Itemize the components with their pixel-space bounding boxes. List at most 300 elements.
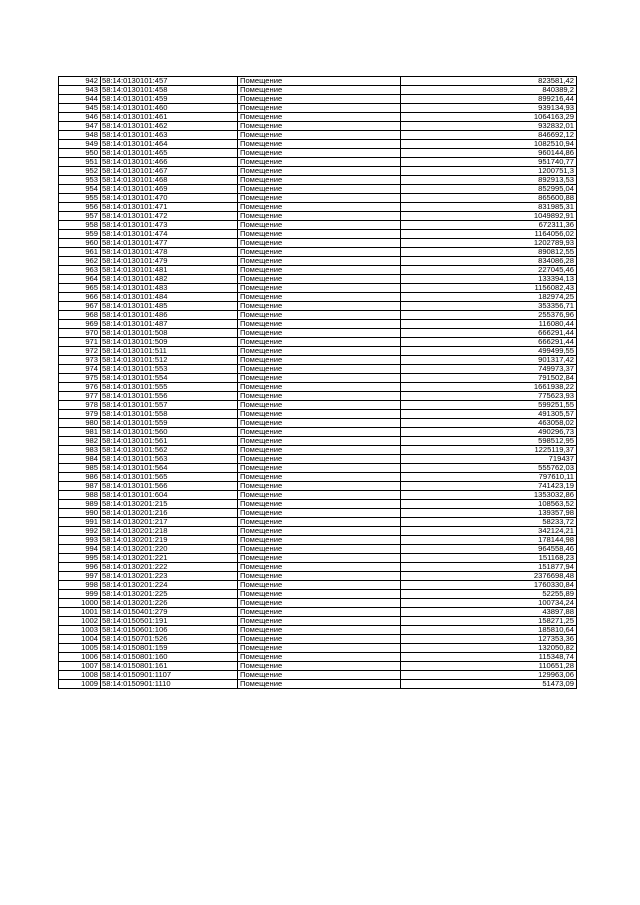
table-row [59,257,577,266]
cadastral-number: 58:14:0130101:458 [101,86,238,95]
table-row [59,644,577,653]
cadastral-number: 58:14:0130101:467 [101,167,238,176]
object-type: Помещение [238,212,401,221]
table-row [59,248,577,257]
table-row [59,176,577,185]
cadastral-number: 58:14:0150501:191 [101,617,238,626]
cadastral-number: 58:14:0130101:470 [101,194,238,203]
cadastral-number: 58:14:0130101:566 [101,482,238,491]
cadastral-number: 58:14:0130101:463 [101,131,238,140]
object-type: Помещение [238,257,401,266]
cadastral-value: 463058,02 [401,419,577,428]
row-number: 963 [59,266,101,275]
object-type: Помещение [238,320,401,329]
row-number: 948 [59,131,101,140]
object-type: Помещение [238,356,401,365]
row-number: 966 [59,293,101,302]
cadastral-value: 43897,88 [401,608,577,617]
row-number: 967 [59,302,101,311]
object-type: Помещение [238,392,401,401]
cadastral-value: 951740,77 [401,158,577,167]
object-type: Помещение [238,149,401,158]
cadastral-value: 598512,95 [401,437,577,446]
cadastral-value: 58233,72 [401,518,577,527]
object-type: Помещение [238,365,401,374]
object-type: Помещение [238,347,401,356]
cadastral-number: 58:14:0130101:511 [101,347,238,356]
cadastral-number: 58:14:0130101:477 [101,239,238,248]
cadastral-number: 58:14:0130101:564 [101,464,238,473]
object-type: Помещение [238,653,401,662]
object-type: Помещение [238,293,401,302]
table-row [59,572,577,581]
row-number: 945 [59,104,101,113]
table-row [59,356,577,365]
row-number: 951 [59,158,101,167]
cadastral-value: 719437 [401,455,577,464]
object-type: Помещение [238,302,401,311]
object-type: Помещение [238,536,401,545]
cadastral-value: 185810,64 [401,626,577,635]
cadastral-number: 58:14:0130101:461 [101,113,238,122]
table-row [59,554,577,563]
object-type: Помещение [238,482,401,491]
row-number: 957 [59,212,101,221]
cadastral-value: 342124,21 [401,527,577,536]
object-type: Помещение [238,527,401,536]
row-number: 1005 [59,644,101,653]
row-number: 959 [59,230,101,239]
cadastral-value: 1164056,02 [401,230,577,239]
cadastral-number: 58:14:0130101:565 [101,473,238,482]
cadastral-number: 58:14:0130201:223 [101,572,238,581]
table-row [59,86,577,95]
table-row [59,545,577,554]
table-row [59,311,577,320]
cadastral-number: 58:14:0130201:218 [101,527,238,536]
row-number: 980 [59,419,101,428]
row-number: 996 [59,563,101,572]
cadastral-number: 58:14:0130101:559 [101,419,238,428]
row-number: 972 [59,347,101,356]
cadastral-value: 182974,25 [401,293,577,302]
row-number: 994 [59,545,101,554]
object-type: Помещение [238,581,401,590]
cadastral-value: 129963,06 [401,671,577,680]
row-number: 988 [59,491,101,500]
table-row [59,374,577,383]
table-row [59,473,577,482]
cadastral-number: 58:14:0130101:509 [101,338,238,347]
row-number: 990 [59,509,101,518]
cadastral-value: 555762,03 [401,464,577,473]
table-row [59,608,577,617]
cadastral-number: 58:14:0130101:482 [101,275,238,284]
object-type: Помещение [238,266,401,275]
row-number: 964 [59,275,101,284]
cadastral-value: 115348,74 [401,653,577,662]
cadastral-value: 491305,57 [401,410,577,419]
row-number: 993 [59,536,101,545]
table-row [59,347,577,356]
cadastral-number: 58:14:0130201:222 [101,563,238,572]
object-type: Помещение [238,491,401,500]
table-row [59,563,577,572]
row-number: 995 [59,554,101,563]
cadastral-value: 51473,09 [401,680,577,689]
cadastral-number: 58:14:0150901:1107 [101,671,238,680]
row-number: 956 [59,203,101,212]
cadastral-number: 58:14:0130101:604 [101,491,238,500]
table-row [59,635,577,644]
cadastral-value: 834086,28 [401,257,577,266]
table-row [59,662,577,671]
object-type: Помещение [238,662,401,671]
cadastral-number: 58:14:0130101:471 [101,203,238,212]
table-row [59,455,577,464]
table-row [59,428,577,437]
object-type: Помещение [238,419,401,428]
object-type: Помещение [238,77,401,86]
cadastral-value: 490296,73 [401,428,577,437]
cadastral-value: 151168,23 [401,554,577,563]
cadastral-number: 58:14:0130101:465 [101,149,238,158]
row-number: 984 [59,455,101,464]
object-type: Помещение [238,131,401,140]
row-number: 949 [59,140,101,149]
row-number: 1008 [59,671,101,680]
row-number: 987 [59,482,101,491]
table-row [59,500,577,509]
table-row [59,392,577,401]
row-number: 1006 [59,653,101,662]
table-row [59,104,577,113]
table-row [59,284,577,293]
table-row [59,113,577,122]
table-row [59,491,577,500]
table-row [59,509,577,518]
row-number: 1007 [59,662,101,671]
object-type: Помещение [238,95,401,104]
cadastral-value: 899216,44 [401,95,577,104]
cadastral-number: 58:14:0130101:474 [101,230,238,239]
object-type: Помещение [238,248,401,257]
cadastral-number: 58:14:0150901:1110 [101,680,238,689]
cadastral-value: 901317,42 [401,356,577,365]
row-number: 986 [59,473,101,482]
object-type: Помещение [238,473,401,482]
cadastral-number: 58:14:0150801:159 [101,644,238,653]
table-row [59,527,577,536]
table-row [59,338,577,347]
row-number: 983 [59,446,101,455]
registry-table-body [59,77,577,689]
cadastral-number: 58:14:0130101:473 [101,221,238,230]
cadastral-value: 666291,44 [401,338,577,347]
object-type: Помещение [238,545,401,554]
row-number: 981 [59,428,101,437]
table-row [59,419,577,428]
object-type: Помещение [238,635,401,644]
row-number: 976 [59,383,101,392]
object-type: Помещение [238,563,401,572]
object-type: Помещение [238,455,401,464]
cadastral-value: 840389,2 [401,86,577,95]
cadastral-number: 58:14:0130201:216 [101,509,238,518]
cadastral-value: 353356,71 [401,302,577,311]
row-number: 991 [59,518,101,527]
table-row [59,239,577,248]
row-number: 960 [59,239,101,248]
row-number: 968 [59,311,101,320]
table-row [59,275,577,284]
table-row [59,149,577,158]
cadastral-number: 58:14:0130101:508 [101,329,238,338]
cadastral-value: 1225119,37 [401,446,577,455]
cadastral-value: 255376,96 [401,311,577,320]
row-number: 947 [59,122,101,131]
row-number: 1009 [59,680,101,689]
table-row [59,401,577,410]
cadastral-number: 58:14:0130101:484 [101,293,238,302]
table-row [59,581,577,590]
cadastral-number: 58:14:0130101:486 [101,311,238,320]
row-number: 943 [59,86,101,95]
object-type: Помещение [238,608,401,617]
table-row [59,131,577,140]
object-type: Помещение [238,275,401,284]
cadastral-value: 52255,89 [401,590,577,599]
table-row [59,194,577,203]
row-number: 979 [59,410,101,419]
cadastral-number: 58:14:0130101:459 [101,95,238,104]
cadastral-value: 599251,55 [401,401,577,410]
cadastral-value: 964558,46 [401,545,577,554]
cadastral-number: 58:14:0130101:457 [101,77,238,86]
cadastral-number: 58:14:0150801:161 [101,662,238,671]
cadastral-number: 58:14:0130101:561 [101,437,238,446]
cadastral-value: 151877,94 [401,563,577,572]
cadastral-value: 846692,12 [401,131,577,140]
row-number: 973 [59,356,101,365]
row-number: 1003 [59,626,101,635]
table-row [59,653,577,662]
table-row [59,599,577,608]
object-type: Помещение [238,176,401,185]
table-row [59,221,577,230]
cadastral-value: 672311,36 [401,221,577,230]
cadastral-value: 2376698,48 [401,572,577,581]
object-type: Помещение [238,428,401,437]
table-row [59,590,577,599]
object-type: Помещение [238,554,401,563]
cadastral-number: 58:14:0150801:160 [101,653,238,662]
row-number: 974 [59,365,101,374]
table-row [59,320,577,329]
cadastral-value: 1200751,3 [401,167,577,176]
cadastral-value: 133394,13 [401,275,577,284]
cadastral-number: 58:14:0130101:481 [101,266,238,275]
table-row [59,293,577,302]
object-type: Помещение [238,617,401,626]
cadastral-number: 58:14:0130101:472 [101,212,238,221]
cadastral-number: 58:14:0130101:487 [101,320,238,329]
row-number: 975 [59,374,101,383]
table-row [59,446,577,455]
cadastral-value: 178144,98 [401,536,577,545]
cadastral-number: 58:14:0130101:469 [101,185,238,194]
table-row [59,95,577,104]
table-row [59,518,577,527]
table-row [59,203,577,212]
object-type: Помещение [238,203,401,212]
cadastral-value: 939134,93 [401,104,577,113]
cadastral-number: 58:14:0130201:215 [101,500,238,509]
cadastral-number: 58:14:0130201:220 [101,545,238,554]
cadastral-value: 110651,28 [401,662,577,671]
row-number: 952 [59,167,101,176]
object-type: Помещение [238,680,401,689]
cadastral-value: 132050,82 [401,644,577,653]
registry-table-container [58,76,576,689]
row-number: 1002 [59,617,101,626]
table-row [59,266,577,275]
object-type: Помещение [238,374,401,383]
table-row [59,482,577,491]
cadastral-number: 58:14:0130101:468 [101,176,238,185]
object-type: Помещение [238,194,401,203]
row-number: 985 [59,464,101,473]
row-number: 958 [59,221,101,230]
table-row [59,185,577,194]
row-number: 998 [59,581,101,590]
row-number: 942 [59,77,101,86]
object-type: Помещение [238,329,401,338]
cadastral-value: 499499,55 [401,347,577,356]
row-number: 953 [59,176,101,185]
table-row [59,365,577,374]
object-type: Помещение [238,464,401,473]
cadastral-number: 58:14:0130101:460 [101,104,238,113]
object-type: Помещение [238,122,401,131]
cadastral-number: 58:14:0130101:555 [101,383,238,392]
cadastral-number: 58:14:0130101:479 [101,257,238,266]
cadastral-number: 58:14:0130101:466 [101,158,238,167]
table-row [59,77,577,86]
cadastral-number: 58:14:0130201:221 [101,554,238,563]
object-type: Помещение [238,86,401,95]
table-row [59,122,577,131]
object-type: Помещение [238,113,401,122]
object-type: Помещение [238,338,401,347]
cadastral-number: 58:14:0130101:483 [101,284,238,293]
cadastral-value: 1661938,22 [401,383,577,392]
row-number: 1001 [59,608,101,617]
object-type: Помещение [238,410,401,419]
cadastral-value: 227045,46 [401,266,577,275]
cadastral-value: 852995,04 [401,185,577,194]
object-type: Помещение [238,140,401,149]
cadastral-value: 892913,53 [401,176,577,185]
table-row [59,617,577,626]
cadastral-value: 932832,01 [401,122,577,131]
cadastral-value: 158271,25 [401,617,577,626]
row-number: 970 [59,329,101,338]
table-row [59,158,577,167]
row-number: 999 [59,590,101,599]
cadastral-number: 58:14:0130101:557 [101,401,238,410]
table-row [59,140,577,149]
row-number: 989 [59,500,101,509]
cadastral-number: 58:14:0130101:563 [101,455,238,464]
cadastral-value: 791502,84 [401,374,577,383]
cadastral-number: 58:14:0130201:219 [101,536,238,545]
cadastral-value: 1156082,43 [401,284,577,293]
cadastral-number: 58:14:0130201:224 [101,581,238,590]
cadastral-value: 100734,24 [401,599,577,608]
object-type: Помещение [238,509,401,518]
cadastral-number: 58:14:0150401:279 [101,608,238,617]
object-type: Помещение [238,284,401,293]
cadastral-value: 1082510,94 [401,140,577,149]
row-number: 962 [59,257,101,266]
cadastral-value: 139357,98 [401,509,577,518]
cadastral-value: 1353032,86 [401,491,577,500]
row-number: 950 [59,149,101,158]
table-row [59,671,577,680]
table-row [59,329,577,338]
cadastral-number: 58:14:0130101:478 [101,248,238,257]
cadastral-value: 797610,11 [401,473,577,482]
object-type: Помещение [238,239,401,248]
row-number: 1004 [59,635,101,644]
table-row [59,437,577,446]
table-row [59,410,577,419]
cadastral-value: 823581,42 [401,77,577,86]
cadastral-value: 741423,19 [401,482,577,491]
cadastral-value: 890812,55 [401,248,577,257]
cadastral-value: 666291,44 [401,329,577,338]
row-number: 961 [59,248,101,257]
table-row [59,230,577,239]
object-type: Помещение [238,311,401,320]
table-row [59,626,577,635]
row-number: 977 [59,392,101,401]
cadastral-value: 1049892,91 [401,212,577,221]
cadastral-number: 58:14:0130201:225 [101,590,238,599]
object-type: Помещение [238,167,401,176]
row-number: 969 [59,320,101,329]
cadastral-value: 1064163,29 [401,113,577,122]
row-number: 997 [59,572,101,581]
cadastral-value: 127353,36 [401,635,577,644]
cadastral-number: 58:14:0150701:526 [101,635,238,644]
object-type: Помещение [238,518,401,527]
row-number: 978 [59,401,101,410]
registry-table [58,76,577,689]
table-row [59,383,577,392]
row-number: 982 [59,437,101,446]
cadastral-value: 775623,93 [401,392,577,401]
row-number: 954 [59,185,101,194]
table-row [59,167,577,176]
cadastral-number: 58:14:0130101:562 [101,446,238,455]
row-number: 965 [59,284,101,293]
cadastral-number: 58:14:0130201:226 [101,599,238,608]
object-type: Помещение [238,401,401,410]
table-row [59,464,577,473]
cadastral-number: 58:14:0130101:558 [101,410,238,419]
